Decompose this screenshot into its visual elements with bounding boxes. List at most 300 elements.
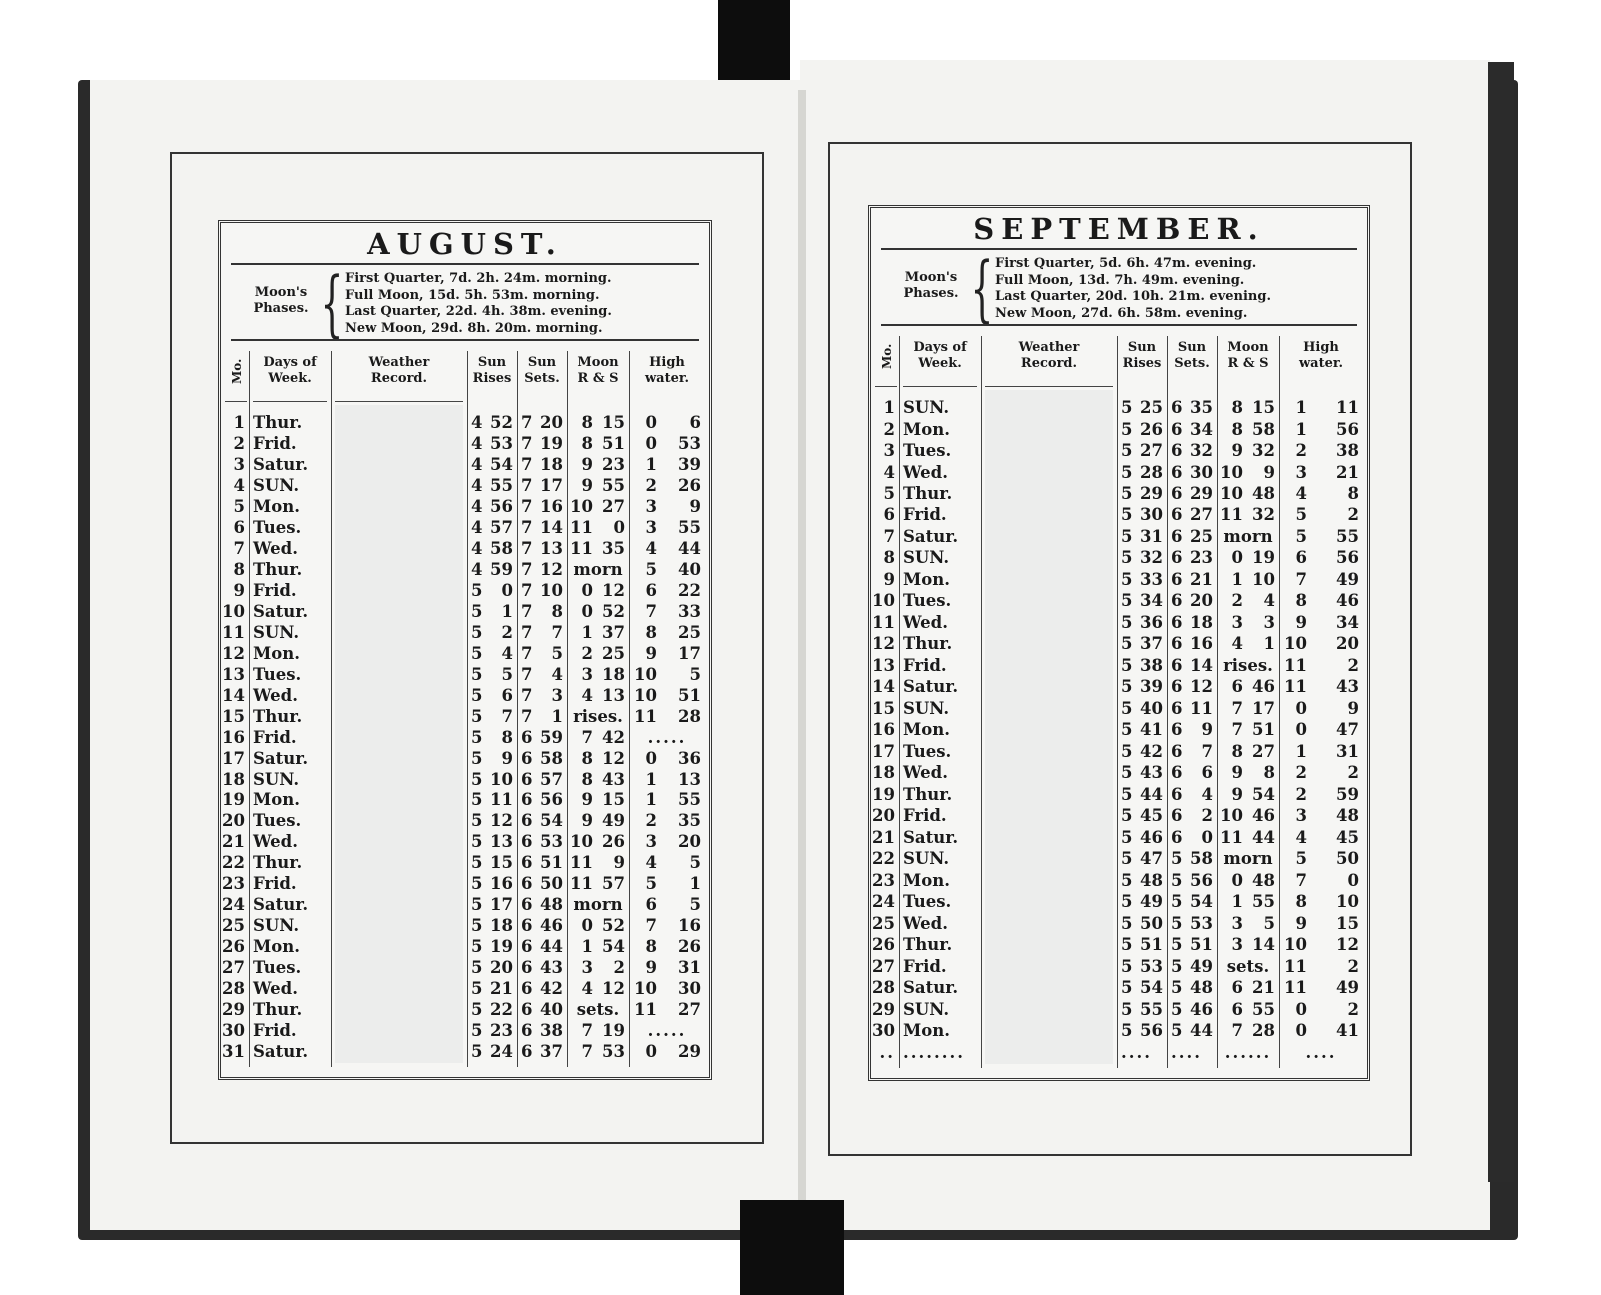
september-header-sun-rises-line: Sun [1127,340,1157,355]
august-cell-sunset-min: 16 [540,496,563,516]
september-cell-high-water-hour: 0 [1295,698,1307,718]
august-cell-day-number: 27 [222,958,245,978]
september-cell-high-water-hour: 0 [1295,1021,1307,1040]
august-cell-sunrise-min: 56 [490,496,513,516]
august-table-row [221,832,709,852]
august-header-weather [331,355,467,387]
august-cell-high-water-hour: 3 [645,496,657,516]
september-cell-sunset-hour: .... [1171,1042,1202,1062]
august-cell-sunrise-hour: 4 [471,517,483,537]
september-table-row [871,785,1367,805]
september-cell-high-water-hour: 9 [1295,913,1307,933]
september-cell-sunrise-hour: 5 [1121,806,1133,826]
september-cell-sunrise-hour: 5 [1121,720,1133,740]
september-cell-day-number: 14 [872,677,895,697]
september-cell-sunrise-min: 34 [1140,591,1163,611]
august-cell-high-water-min: 35 [678,811,701,831]
september-cell-day-number: 16 [872,720,895,740]
september-month-title: SEPTEMBER. [973,212,1265,246]
august-cell-moon-hour: 0 [581,916,593,936]
september-cell-sunrise-hour: 5 [1121,569,1133,589]
september-table-row [871,677,1367,697]
september-cell-weekday: Thur. [903,935,953,955]
september-cell-sunrise-min: 25 [1140,398,1163,417]
september-cell-sunset-min: 56 [1190,870,1213,890]
september-cell-moon-min: 54 [1252,784,1275,804]
august-cell-day-number: 24 [222,895,245,915]
september-cell-day-number: 3 [883,441,895,460]
september-cell-sunset-min: 6 [1201,763,1213,783]
august-cell-high-water-hour: 9 [645,958,657,978]
september-cell-day-number: 21 [872,827,895,847]
september-header-high-water-line: High [1303,340,1339,355]
september-cell-moon-min: 44 [1252,827,1275,847]
september-header-sun-sets-line: Sun [1177,340,1207,355]
august-table-row [221,811,709,831]
august-header-sun-rises-line: Rises [472,371,512,386]
august-cell-sunset-hour: 7 [521,601,533,621]
august-cell-moon-min: 54 [602,937,625,957]
september-cell-high-water-min: 43 [1336,677,1359,697]
august-cell-weekday: SUN. [253,916,300,936]
august-cell-moon-hour: 4 [581,979,593,999]
september-table-row [871,699,1367,719]
september-cell-moon-hour: 10 [1220,483,1243,503]
august-cell-sunrise-hour: 5 [471,1021,483,1041]
august-header-rule-days [253,401,327,402]
september-cell-sunset-min: 21 [1190,569,1213,589]
august-cell-sunset-min: 18 [540,454,563,474]
september-cell-moon-value: rises. [1223,655,1273,675]
september-table-row [871,1000,1367,1020]
august-cell-day-number: 12 [222,643,245,663]
august-table-row [221,1021,709,1041]
september-cell-sunrise-hour: 5 [1121,548,1133,568]
september-cell-moon-min: 14 [1252,935,1275,955]
september-phases-label-line: Phases. [903,286,959,301]
september-cell-sunrise-hour: 5 [1121,870,1133,890]
september-cell-high-water-min: 59 [1336,784,1359,804]
september-cell-high-water-hour: 1 [1295,398,1307,417]
september-cell-moon-value: sets. [1226,956,1270,976]
august-cell-sunset-hour: 6 [521,937,533,957]
september-cell-high-water-min: 12 [1336,935,1359,955]
september-cell-day-number: 9 [883,569,895,589]
september-cell-moon-hour: 10 [1220,462,1243,482]
august-cell-weekday: Wed. [253,685,298,705]
august-cell-moon-hour: 10 [570,832,593,852]
august-cell-weekday: Tues. [253,811,302,831]
september-cell-day-number: 23 [872,870,895,890]
august-header-high-water-line: High [649,355,685,370]
august-cell-sunset-hour: 6 [521,727,533,747]
september-phase-3: Last Quarter, 20d. 10h. 21m. evening. [995,289,1271,304]
september-cell-high-water-min: 31 [1336,741,1359,761]
august-cell-day-number: 22 [222,853,245,873]
august-cell-sunset-min: 56 [540,790,563,810]
september-table-row [871,570,1367,590]
august-cell-weekday: Satur. [253,454,309,474]
august-cell-high-water-hour: 2 [645,475,657,495]
september-cell-sunrise-hour: 5 [1121,462,1133,482]
august-cell-sunrise-hour: 4 [471,454,483,474]
august-cell-moon-min: 37 [602,622,625,642]
september-cell-day-number: 13 [872,655,895,675]
september-cell-sunrise-hour: 5 [1121,634,1133,654]
august-header-moon-line: Moon [577,355,619,370]
august-cell-weekday: Tues. [253,517,302,537]
september-cell-high-water-min: 49 [1336,569,1359,589]
september-cell-day-number: 28 [872,978,895,998]
august-header-rule-mo [225,401,247,402]
august-cell-sunset-hour: 6 [521,790,533,810]
september-cell-moon-hour: 0 [1231,548,1243,568]
august-cell-high-water-min: 26 [678,937,701,957]
september-cell-moon-hour: 9 [1231,441,1243,460]
september-cell-high-water-hour: 7 [1295,569,1307,589]
september-cell-sunrise-hour: 5 [1121,655,1133,675]
august-table-row [221,644,709,664]
august-cell-moon-hour: 2 [581,643,593,663]
august-cell-weekday: Mon. [253,643,301,663]
august-table-row [221,1000,709,1020]
september-cell-high-water-hour: 2 [1295,763,1307,783]
september-cell-sunset-hour: 6 [1171,677,1183,697]
august-cell-day-number: 14 [222,685,245,705]
august-cell-day-number: 25 [222,916,245,936]
september-cell-moon-value: ...... [1224,1042,1272,1062]
september-cell-high-water-min: 20 [1336,634,1359,654]
august-table-row [221,958,709,978]
august-cell-day-number: 28 [222,979,245,999]
september-cell-weekday: Mon. [903,720,951,740]
august-cell-moon-hour: 8 [581,413,593,432]
august-cell-high-water-hour: 4 [645,853,657,873]
september-table-row [871,720,1367,740]
august-cell-day-number: 4 [233,475,245,495]
august-cell-moon-hour: 3 [581,664,593,684]
august-cell-high-water-min: 55 [678,790,701,810]
september-cell-weekday: Tues. [903,741,952,761]
bookmark-ribbon-bottom [740,1200,844,1295]
september-cell-weekday: SUN. [903,999,950,1019]
september-cell-weekday: SUN. [903,398,950,417]
september-cell-sunset-hour: 5 [1171,913,1183,933]
august-cell-sunrise-hour: 5 [471,853,483,873]
august-cell-sunrise-hour: 5 [471,727,483,747]
august-cell-sunset-min: 20 [540,413,563,432]
september-cell-weekday: Satur. [903,827,959,847]
september-cell-sunrise-hour: 5 [1121,892,1133,912]
august-cell-sunset-hour: 7 [521,622,533,642]
august-cell-moon-hour: 0 [581,601,593,621]
september-cell-day-number: 22 [872,849,895,869]
september-phase-1: First Quarter, 5d. 6h. 47m. evening. [995,256,1257,271]
september-cell-sunrise-hour: 5 [1121,419,1133,439]
august-cell-sunset-min: 8 [551,601,563,621]
august-cell-sunset-min: 19 [540,434,563,453]
september-cell-weekday: Tues. [903,591,952,611]
august-cell-sunset-min: 4 [551,664,563,684]
september-cell-high-water-min: 56 [1336,548,1359,568]
august-cell-day-number: 11 [222,622,245,642]
august-cell-sunrise-hour: 4 [471,538,483,558]
september-table-row [871,828,1367,848]
september-table-row [871,763,1367,783]
august-cell-sunrise-min: 11 [490,790,513,810]
september-cell-sunset-min: 30 [1190,462,1213,482]
august-cell-moon-min: 23 [602,454,625,474]
september-cell-high-water-min: 46 [1336,591,1359,611]
august-cell-sunset-hour: 6 [521,895,533,915]
september-cell-high-water-min: 0 [1347,870,1359,890]
august-cell-sunrise-min: 55 [490,475,513,495]
september-cell-sunset-hour: 6 [1171,526,1183,546]
september-table-row [871,1021,1367,1041]
september-cell-weekday: Wed. [903,913,948,933]
september-cell-sunrise-min: 48 [1140,870,1163,890]
august-cell-moon-hour: 1 [581,937,593,957]
september-cell-sunrise-hour: 5 [1121,698,1133,718]
september-cell-sunset-min: 2 [1201,806,1213,826]
september-cell-day-number: 17 [872,741,895,761]
september-header-mo: Mo. [880,343,894,369]
september-header-high-water-line: water. [1298,356,1344,371]
august-title-rule [231,263,699,265]
september-cell-moon-hour: 9 [1231,784,1243,804]
september-cell-sunset-hour: 6 [1171,741,1183,761]
august-cell-high-water-min: 13 [678,769,701,789]
september-cell-day-number: 19 [872,784,895,804]
september-cell-moon-min: 28 [1252,1021,1275,1040]
august-header-sun-rises [467,355,517,387]
august-header-high-water-line: water. [644,371,690,386]
september-phase-2: Full Moon, 13d. 7h. 49m. evening. [995,272,1245,288]
august-phase-1: First Quarter, 7d. 2h. 24m. morning. [345,271,612,286]
september-table-row [871,441,1367,461]
september-cell-moon-hour: 8 [1231,398,1243,417]
august-cell-sunrise-min: 53 [490,434,513,453]
august-cell-sunset-min: 7 [551,622,563,642]
august-header-moon-line: R & S [577,371,619,386]
august-cell-sunrise-hour: 5 [471,895,483,915]
september-cell-sunset-hour: 5 [1171,849,1183,869]
september-cell-high-water-hour: 11 [1284,655,1307,675]
august-cell-sunrise-hour: 5 [471,832,483,852]
august-cell-high-water-hour: 1 [645,454,657,474]
september-cell-high-water-hour: 10 [1284,935,1307,955]
august-cell-sunrise-min: 10 [490,769,513,789]
august-cell-weekday: Satur. [253,601,309,621]
august-cell-sunset-hour: 6 [521,769,533,789]
september-phases-label [891,270,971,302]
august-cell-moon-min: 55 [602,475,625,495]
september-cell-sunset-hour: 6 [1171,591,1183,611]
september-cell-sunrise-hour: 5 [1121,978,1133,998]
september-cell-high-water-hour: 5 [1295,526,1307,546]
august-cell-high-water-min: 25 [678,622,701,642]
august-cell-moon-value: morn [573,559,623,579]
september-cell-moon-min: 55 [1252,999,1275,1019]
september-cell-sunset-min: 35 [1190,398,1213,417]
august-header-sun-sets-line: Sets. [524,371,560,386]
august-table-row [221,539,709,559]
august-cell-high-water-min: 17 [678,643,701,663]
august-cell-sunrise-hour: 5 [471,622,483,642]
september-cell-moon-min: 32 [1252,505,1275,525]
september-cell-sunrise-hour: 5 [1121,956,1133,976]
september-cell-sunset-min: 9 [1201,720,1213,740]
august-cell-high-water-min: 27 [678,1000,701,1020]
august-cell-sunset-hour: 6 [521,916,533,936]
august-cell-sunset-min: 10 [540,580,563,600]
september-cell-moon-hour: 11 [1220,827,1243,847]
september-cell-sunset-hour: 6 [1171,483,1183,503]
september-cell-high-water-min: 50 [1336,849,1359,869]
august-cell-sunset-hour: 7 [521,496,533,516]
september-cell-sunset-hour: 6 [1171,784,1183,804]
august-cell-moon-min: 51 [602,434,625,453]
september-cell-high-water-min: 41 [1336,1021,1359,1040]
august-cell-sunset-hour: 6 [521,853,533,873]
september-cell-day-number: 4 [883,462,895,482]
august-cell-moon-min: 52 [602,601,625,621]
august-cell-high-water-hour: 8 [645,622,657,642]
september-cell-day-number: 10 [872,591,895,611]
september-table-row [871,957,1367,977]
august-cell-sunrise-min: 7 [501,706,513,726]
august-cell-day-number: 9 [233,580,245,600]
august-cell-sunrise-min: 13 [490,832,513,852]
september-cell-moon-hour: 3 [1231,935,1243,955]
september-cell-weekday: Frid. [903,806,947,826]
september-table-row [871,527,1367,547]
september-table-row [871,914,1367,934]
september-cell-sunset-hour: 6 [1171,612,1183,632]
september-cell-moon-min: 48 [1252,870,1275,890]
august-cell-moon-min: 12 [602,748,625,768]
august-cell-day-number: 3 [233,454,245,474]
august-cell-high-water-min: 6 [689,413,701,432]
august-cell-moon-hour: 8 [581,769,593,789]
september-cell-sunrise-min: 56 [1140,1021,1163,1040]
august-cell-moon-min: 9 [613,853,625,873]
september-cell-sunrise-min: 45 [1140,806,1163,826]
august-cell-sunset-min: 46 [540,916,563,936]
september-cell-sunset-hour: 6 [1171,720,1183,740]
august-cell-sunrise-hour: 5 [471,685,483,705]
august-phases-rule [231,339,699,341]
september-cell-high-water-hour: 2 [1295,784,1307,804]
september-cell-high-water-min: 47 [1336,720,1359,740]
august-cell-moon-hour: 3 [581,958,593,978]
september-phase-4: New Moon, 27d. 6h. 58m. evening. [995,305,1248,321]
august-cell-moon-min: 27 [602,496,625,516]
august-phases-label [241,285,321,317]
september-cell-sunrise-hour: 5 [1121,763,1133,783]
september-cell-sunrise-min: 28 [1140,462,1163,482]
september-cell-moon-hour: 6 [1231,677,1243,697]
august-table-row [221,790,709,810]
september-cell-moon-min: 3 [1263,612,1275,632]
august-cell-day-number: 10 [222,601,245,621]
august-cell-moon-min: 19 [602,1021,625,1041]
august-header-moon [567,355,629,387]
august-cell-day-number: 2 [233,434,245,453]
august-cell-sunset-hour: 6 [521,1042,533,1061]
september-cell-sunrise-min: 31 [1140,526,1163,546]
august-cell-sunset-min: 3 [551,685,563,705]
august-cell-weekday: Thur. [253,706,303,726]
september-cell-weekday: Satur. [903,677,959,697]
september-cell-sunset-min: 20 [1190,591,1213,611]
august-cell-high-water-min: 5 [689,895,701,915]
september-cell-sunset-hour: 5 [1171,1021,1183,1040]
august-cell-sunset-min: 40 [540,1000,563,1020]
september-cell-sunrise-min: 50 [1140,913,1163,933]
august-cell-day-number: 26 [222,937,245,957]
august-header-weather-line: Record. [370,371,428,386]
august-cell-moon-min: 35 [602,538,625,558]
august-cell-sunrise-hour: 4 [471,475,483,495]
september-cell-moon-hour: 1 [1231,892,1243,912]
september-cell-sunset-min: 51 [1190,935,1213,955]
august-cell-sunset-min: 12 [540,559,563,579]
september-cell-high-water-min: 2 [1347,655,1359,675]
august-table-row [221,1042,709,1062]
september-cell-sunrise-hour: 5 [1121,1021,1133,1040]
august-cell-high-water-value: ..... [647,1021,687,1041]
august-cell-sunrise-hour: 5 [471,1000,483,1020]
september-cell-moon-min: 5 [1263,913,1275,933]
august-cell-day-number: 16 [222,727,245,747]
september-cell-weekday: Tues. [903,892,952,912]
september-cell-moon-hour: 9 [1231,763,1243,783]
august-cell-weekday: Frid. [253,580,297,600]
august-cell-high-water-hour: 1 [645,769,657,789]
august-cell-sunrise-min: 1 [501,601,513,621]
september-cell-weekday: Satur. [903,978,959,998]
august-cell-high-water-min: 22 [678,580,701,600]
august-cell-sunrise-min: 22 [490,1000,513,1020]
august-table-row [221,434,709,454]
august-cell-weekday: Thur. [253,559,303,579]
august-cell-sunrise-min: 57 [490,517,513,537]
august-table-row [221,455,709,475]
august-cell-sunset-min: 42 [540,979,563,999]
august-cell-high-water-min: 26 [678,475,701,495]
august-cell-day-number: 23 [222,874,245,894]
august-cell-sunrise-min: 24 [490,1042,513,1061]
september-table-row [871,742,1367,762]
september-cell-sunrise-hour: 5 [1121,526,1133,546]
september-cell-sunset-min: 12 [1190,677,1213,697]
august-cell-high-water-min: 51 [678,685,701,705]
september-cell-sunrise-hour: 5 [1121,612,1133,632]
august-cell-day-number: 19 [222,790,245,810]
august-cell-day-number: 6 [233,517,245,537]
august-cell-high-water-hour: 0 [645,413,657,432]
august-cell-sunrise-hour: 5 [471,1042,483,1061]
august-cell-weekday: Satur. [253,748,309,768]
august-cell-moon-hour: 4 [581,685,593,705]
august-cell-sunrise-hour: 4 [471,413,483,432]
august-cell-sunset-min: 51 [540,853,563,873]
august-cell-high-water-min: 5 [689,853,701,873]
september-cell-sunrise-min: 26 [1140,419,1163,439]
august-cell-sunset-hour: 7 [521,580,533,600]
august-cell-sunset-hour: 6 [521,874,533,894]
